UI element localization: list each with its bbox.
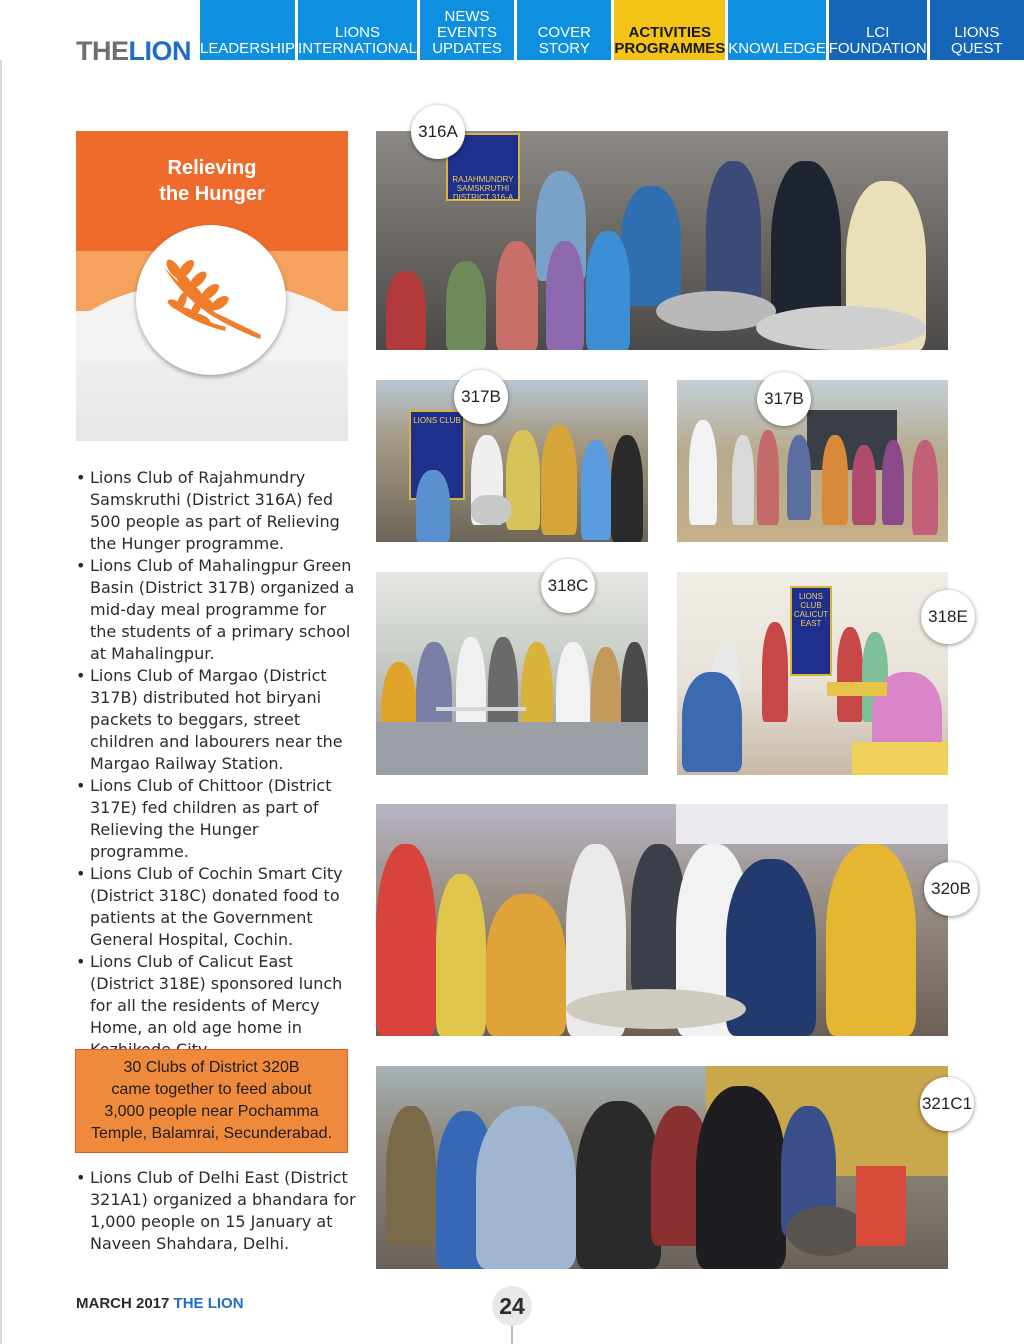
photo-317b-b [677, 380, 948, 542]
list-item: • Lions Club of Rajahmundry Samskruthi (District 316A) fed 500 people as part of Relieving the Hunger programme. [76, 467, 356, 555]
district-tag: 317B [757, 372, 811, 426]
nav-label: NEWS EVENTS UPDATES [432, 8, 502, 57]
brand-lion: LION [128, 36, 191, 66]
nav-activities-programmes[interactable] [614, 0, 725, 60]
nav-label: LCI FOUNDATION [828, 24, 927, 57]
club-banner: LIONS CLUB CALICUT EAST [790, 586, 832, 676]
footer-month: MARCH 2017 [76, 1295, 170, 1312]
nav-knowledge[interactable] [728, 0, 826, 60]
club-banner: LIONS CLUB [409, 410, 465, 500]
list-item: • Lions Club of Cochin Smart City (District 318C) donated food to patients at the Government General Hospital, Cochin. [76, 863, 356, 951]
nav-news-events-updates[interactable] [420, 0, 514, 60]
district-tag: 320B [924, 862, 978, 916]
photo-316a [376, 131, 948, 350]
district-tag: 318C [541, 559, 595, 613]
icon-badge [136, 225, 286, 375]
nav-lions-international[interactable] [298, 0, 417, 60]
top-nav [200, 0, 1024, 60]
page-number: 24 [492, 1286, 532, 1326]
photo-318e [677, 572, 948, 775]
footer-brand: THE LION [173, 1295, 244, 1312]
nav-lions-quest[interactable] [930, 0, 1024, 60]
district-tag: 317B [454, 370, 508, 424]
wheat-icon [156, 247, 266, 353]
nav-cover-story[interactable] [517, 0, 611, 60]
list-item: • Lions Club of Calicut East (District 318E) sponsored lunch for all the residents of Mercy Home, an old age home in [76, 951, 356, 1061]
district-tag: 321C1 [920, 1077, 974, 1131]
district-tag: 316A [411, 105, 465, 159]
nav-lci-foundation[interactable] [829, 0, 927, 60]
brand-logo[interactable] [76, 36, 191, 67]
page-number-rule [511, 1326, 513, 1344]
club-banner: RAJAHMUNDRY SAMSKRUTHI DISTRICT 316-A [446, 133, 520, 201]
brand-the: THE [76, 36, 129, 66]
list-item: • Lions Club of Margao (District 317B) distributed hot biryani packets to beggars, street children and labourers near the Margao Railway Station. [76, 665, 356, 775]
section-panel [76, 131, 348, 441]
nav-label: LIONS QUEST [951, 24, 1003, 57]
photo-317b-a [376, 380, 648, 542]
nav-leadership[interactable] [200, 0, 295, 60]
callout-box: 30 Clubs of District 320B came together to feed about 3,000 people near Pochamma Temple, Balamrai, Secunderabad. [75, 1049, 348, 1153]
page-edge-rule [0, 60, 2, 1344]
photo-321c1 [376, 1066, 948, 1269]
photo-318c [376, 572, 648, 775]
nav-label: LEADERSHIP [200, 40, 296, 57]
photo-320b [376, 804, 948, 1036]
district-tag: 318E [921, 590, 975, 644]
activity-list-continued [76, 1167, 356, 1255]
activity-list [76, 467, 356, 1061]
section-title: Relieving the Hunger [159, 157, 265, 205]
nav-label: KNOWLEDGE [728, 40, 826, 57]
footer-issue [76, 1295, 244, 1312]
nav-label: ACTIVITIES PROGRAMMES [614, 24, 726, 57]
nav-label: LIONS INTERNATIONAL [298, 24, 417, 57]
nav-label: COVER STORY [537, 24, 591, 57]
list-item: • Lions Club of Delhi East (District 321A1) organized a bhandara for 1,000 people on 15 January at Naveen Shahdara, Delhi. [76, 1167, 356, 1255]
list-item: • Lions Club of Chittoor (District 317E) fed children as part of Relieving the Hunger programme. [76, 775, 356, 863]
list-item: • Lions Club of Mahalingpur Green Basin (District 317B) organized a mid-day meal programme for the students of a primary school at Mahalingpur. [76, 555, 356, 665]
